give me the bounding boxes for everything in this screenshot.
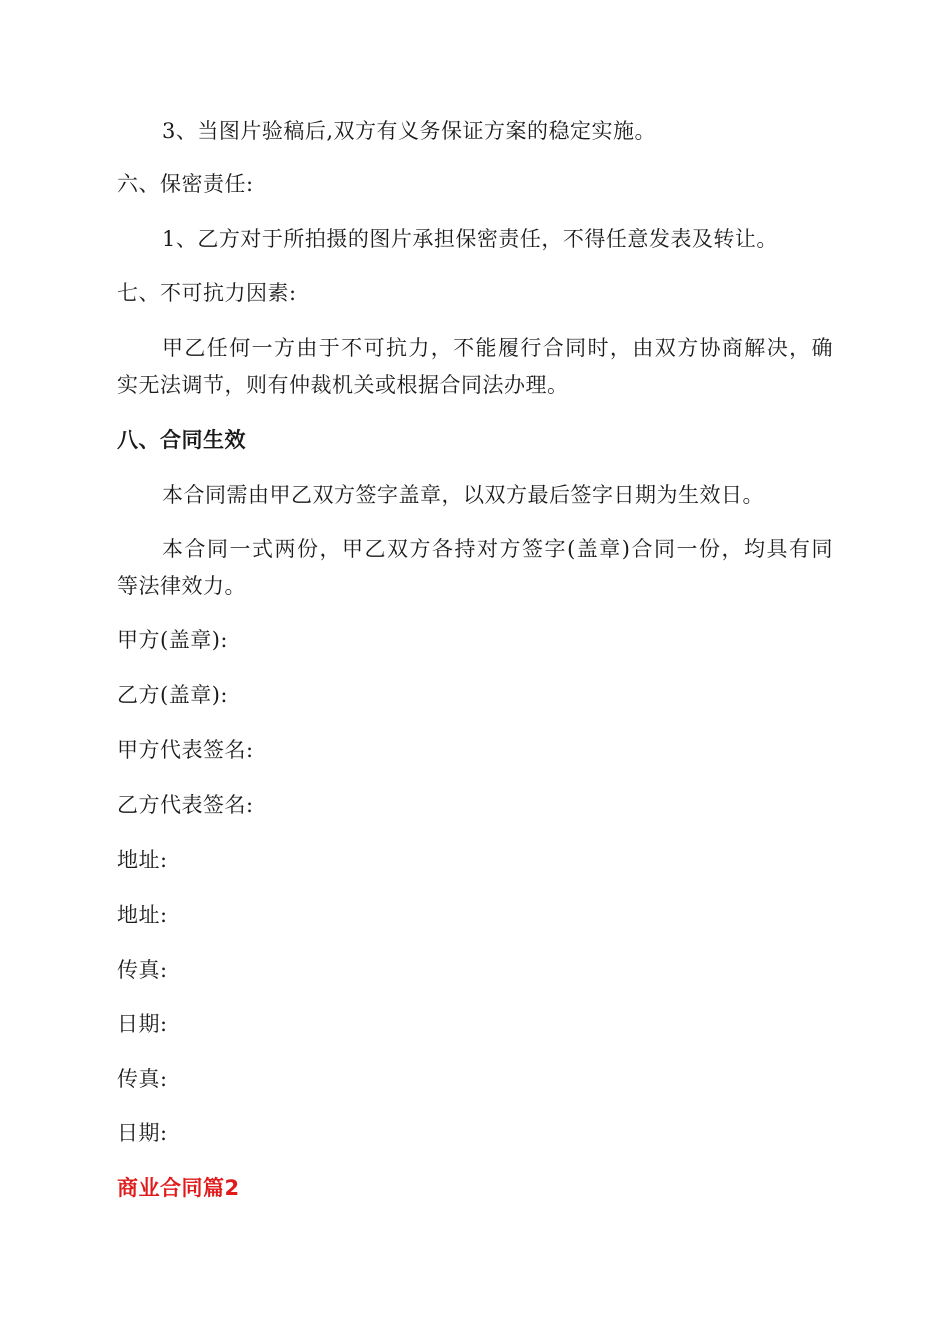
address-label-2: 地址: bbox=[117, 903, 168, 927]
address-label-1: 地址: bbox=[117, 848, 168, 872]
clause-5-item-3: 3、当图片验稿后,双方有义务保证方案的稳定实施。 bbox=[162, 119, 657, 143]
fax-label-1: 传真: bbox=[117, 958, 168, 982]
party-a-signature-label: 甲方代表签名: bbox=[117, 738, 254, 762]
party-a-seal-label: 甲方(盖章): bbox=[117, 628, 228, 652]
party-b-signature-label: 乙方代表签名: bbox=[117, 793, 254, 817]
party-b-seal-label: 乙方(盖章): bbox=[117, 683, 228, 707]
clause-8-paragraph-2-line-2: 等法律效力。 bbox=[117, 574, 246, 598]
clause-8-paragraph-1: 本合同需由甲乙双方签字盖章，以双方最后签字日期为生效日。 bbox=[162, 483, 764, 507]
date-label-2: 日期: bbox=[117, 1121, 168, 1145]
clause-7-paragraph-line-1: 甲乙任何一方由于不可抗力，不能履行合同时，由双方协商解决，确 bbox=[162, 336, 833, 360]
next-contract-title: 商业合同篇2 bbox=[117, 1176, 240, 1200]
section-8-heading: 八、合同生效 bbox=[117, 428, 246, 452]
section-6-heading: 六、保密责任: bbox=[117, 172, 254, 196]
date-label-1: 日期: bbox=[117, 1012, 168, 1036]
fax-label-2: 传真: bbox=[117, 1067, 168, 1091]
clause-8-paragraph-2-line-1: 本合同一式两份，甲乙双方各持对方签字(盖章)合同一份，均具有同 bbox=[162, 537, 833, 561]
clause-6-item-1: 1、乙方对于所拍摄的图片承担保密责任，不得任意发表及转让。 bbox=[162, 227, 778, 251]
section-7-heading: 七、不可抗力因素: bbox=[117, 281, 297, 305]
clause-7-paragraph-line-2: 实无法调节，则有仲裁机关或根据合同法办理。 bbox=[117, 373, 569, 397]
